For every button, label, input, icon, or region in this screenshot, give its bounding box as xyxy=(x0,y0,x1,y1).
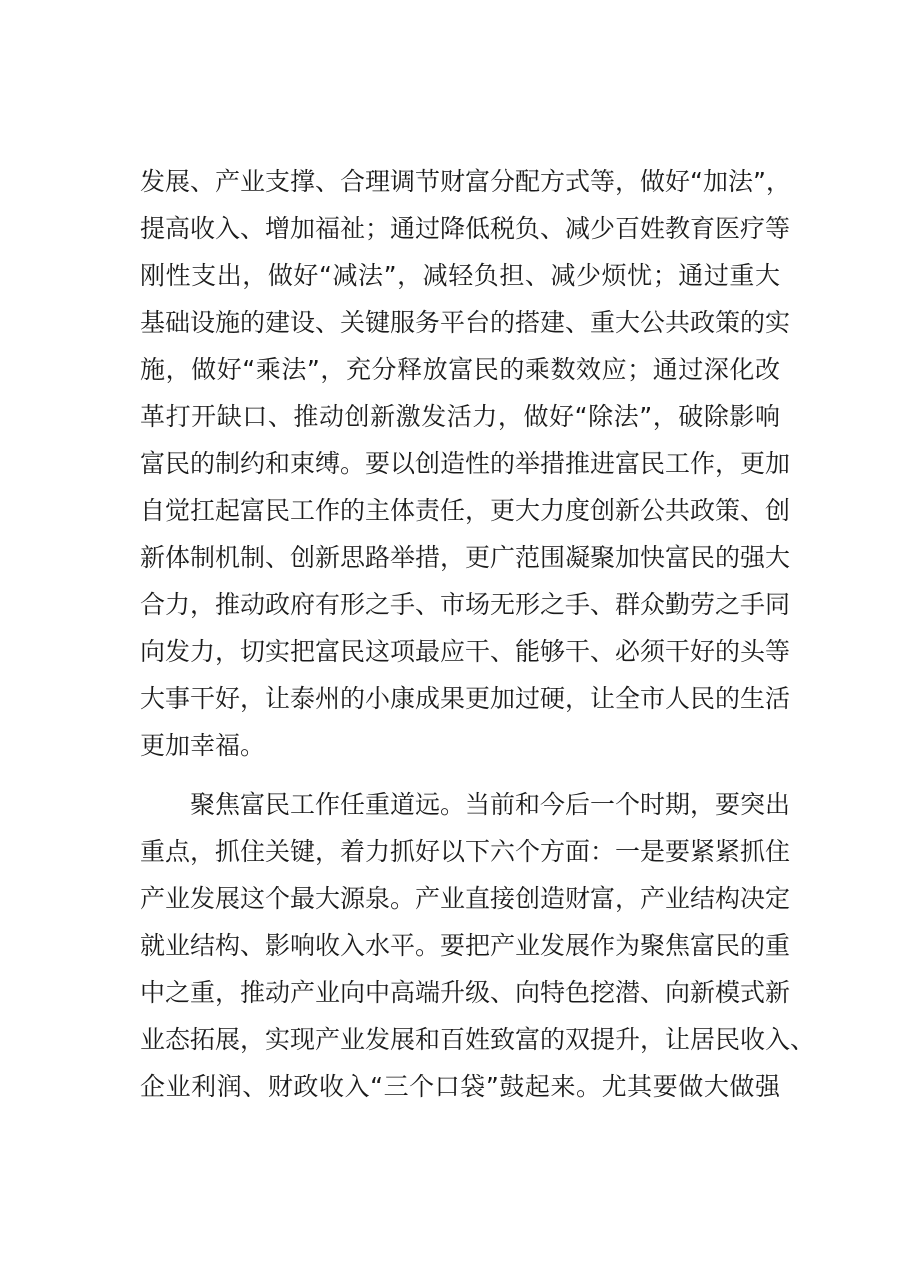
text-line: 更加幸福。 xyxy=(140,731,266,760)
text-line: 产业发展这个最大源泉。产业直接创造财富，产业结构决定 xyxy=(140,884,791,913)
text-line: 就业结构、影响收入水平。要把产业发展作为聚焦富民的重 xyxy=(140,931,791,960)
text-line: 大事干好，让泰州的小康成果更加过硬，让全市人民的生活 xyxy=(140,684,791,713)
text-line: 提高收入、增加福祉；通过降低税负、减少百姓教育医疗等 xyxy=(140,214,791,243)
text-line: 聚焦富民工作任重道远。当前和今后一个时期，要突出 xyxy=(190,790,791,819)
text-line: 业态拓展，实现产业发展和百姓致富的双提升，让居民收入、 xyxy=(140,1025,816,1054)
text-line: 发展、产业支撑、合理调节财富分配方式等，做好“加法”， xyxy=(140,167,791,196)
text-line: 新体制机制、创新思路举措，更广范围凝聚加快富民的强大 xyxy=(140,543,791,572)
text-line: 施，做好“乘法”，充分释放富民的乘数效应；通过深化改 xyxy=(140,355,780,384)
text-line: 向发力，切实把富民这项最应干、能够干、必须干好的头等 xyxy=(140,637,791,666)
text-line: 革打开缺口、推动创新激发活力，做好“除法”，破除影响 xyxy=(140,402,780,431)
text-line: 基础设施的建设、关键服务平台的搭建、重大公共政策的实 xyxy=(140,308,791,337)
text-line: 富民的制约和束缚。要以创造性的举措推进富民工作，更加 xyxy=(140,449,791,478)
text-line: 重点，抓住关键，着力抓好以下六个方面：一是要紧紧抓住 xyxy=(140,837,791,866)
text-line: 中之重，推动产业向中高端升级、向特色挖潜、向新模式新 xyxy=(140,978,791,1007)
text-line: 自觉扛起富民工作的主体责任，更大力度创新公共政策、创 xyxy=(140,496,791,525)
text-line: 合力，推动政府有形之手、市场无形之手、群众勤劳之手同 xyxy=(140,590,791,619)
text-line: 刚性支出，做好“减法”，减轻负担、减少烦忧；通过重大 xyxy=(140,261,780,290)
text-line: 企业利润、财政收入“三个口袋”鼓起来。尤其要做大做强 xyxy=(140,1072,780,1101)
